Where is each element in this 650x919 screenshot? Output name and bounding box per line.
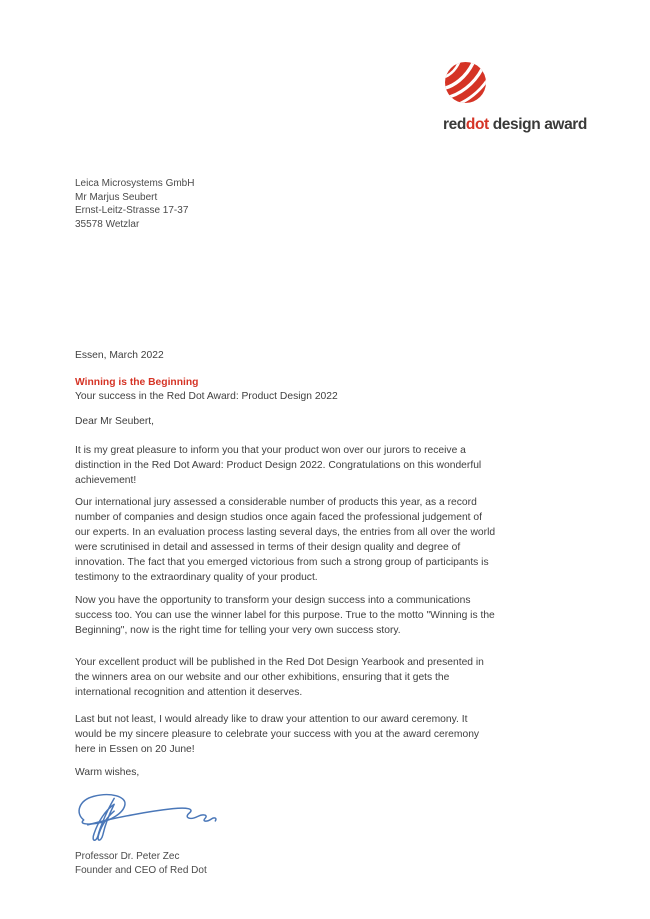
address-line-company: Leica Microsystems GmbH <box>75 178 195 189</box>
body-paragraph-4: Your excellent product will be published in the Red Dot Design Yearbook and presented in the winners area on our website and our other exhibitions, ensuring that it gets the international recognition and attention it deserves. <box>75 657 484 698</box>
signer-name: Professor Dr. Peter Zec <box>75 851 180 862</box>
wordmark-rest: design award <box>488 116 587 133</box>
date-line: Essen, March 2022 <box>75 350 164 361</box>
body-paragraph-1: It is my great pleasure to inform you that your product won over our jurors to receive a distinction in the Red Dot Award: Product Design 2022. Congratulations on this wonderful achievement! <box>75 445 482 486</box>
address-line-name: Mr Marjus Seubert <box>75 191 158 203</box>
recipient-address <box>75 177 194 231</box>
wordmark-red: red <box>443 116 466 133</box>
reddot-wordmark <box>443 116 587 134</box>
signer-block <box>75 850 207 877</box>
letter-headline: Winning is the Beginning <box>75 377 199 388</box>
address-line-street: Ernst-Leitz-Strasse 17-37 <box>75 205 189 217</box>
salutation: Dear Mr Seubert, <box>75 416 154 427</box>
signature-image <box>70 788 232 846</box>
wordmark-dot: dot <box>465 116 489 133</box>
body-paragraph-3: Now you have the opportunity to transform your design success into a communications success too. You can use the winner label for this purpose. True to the motto "Winning is the Beginning", now is the right time for telling your very own success story. <box>75 595 495 636</box>
reddot-sphere-icon <box>445 62 486 103</box>
address-line-city: 35578 Wetzlar <box>75 218 140 230</box>
body-paragraph-2: Our international jury assessed a considerable number of products this year, as a record number of companies and design studios once again faced the professional judgement of our experts. In an evaluation process lasting several days, the entries from all over the world were scrutinised in detail and assessed in terms of their design quality and degree of innovation. The fact that you emerged victorious from such a strong group of participants is testimony to the extraordinary quality of your product. <box>75 497 496 583</box>
closing-line: Warm wishes, <box>75 767 140 778</box>
letter-subject: Your success in the Red Dot Award: Product Design 2022 <box>75 391 338 402</box>
headline-block <box>75 376 338 404</box>
signer-title: Founder and CEO of Red Dot <box>75 864 207 876</box>
body-paragraph-5: Last but not least, I would already like to draw your attention to our award ceremony. It would be my sincere pleasure to celebrate your success with you at the award ceremony here in Essen on 20 June! <box>75 714 480 755</box>
